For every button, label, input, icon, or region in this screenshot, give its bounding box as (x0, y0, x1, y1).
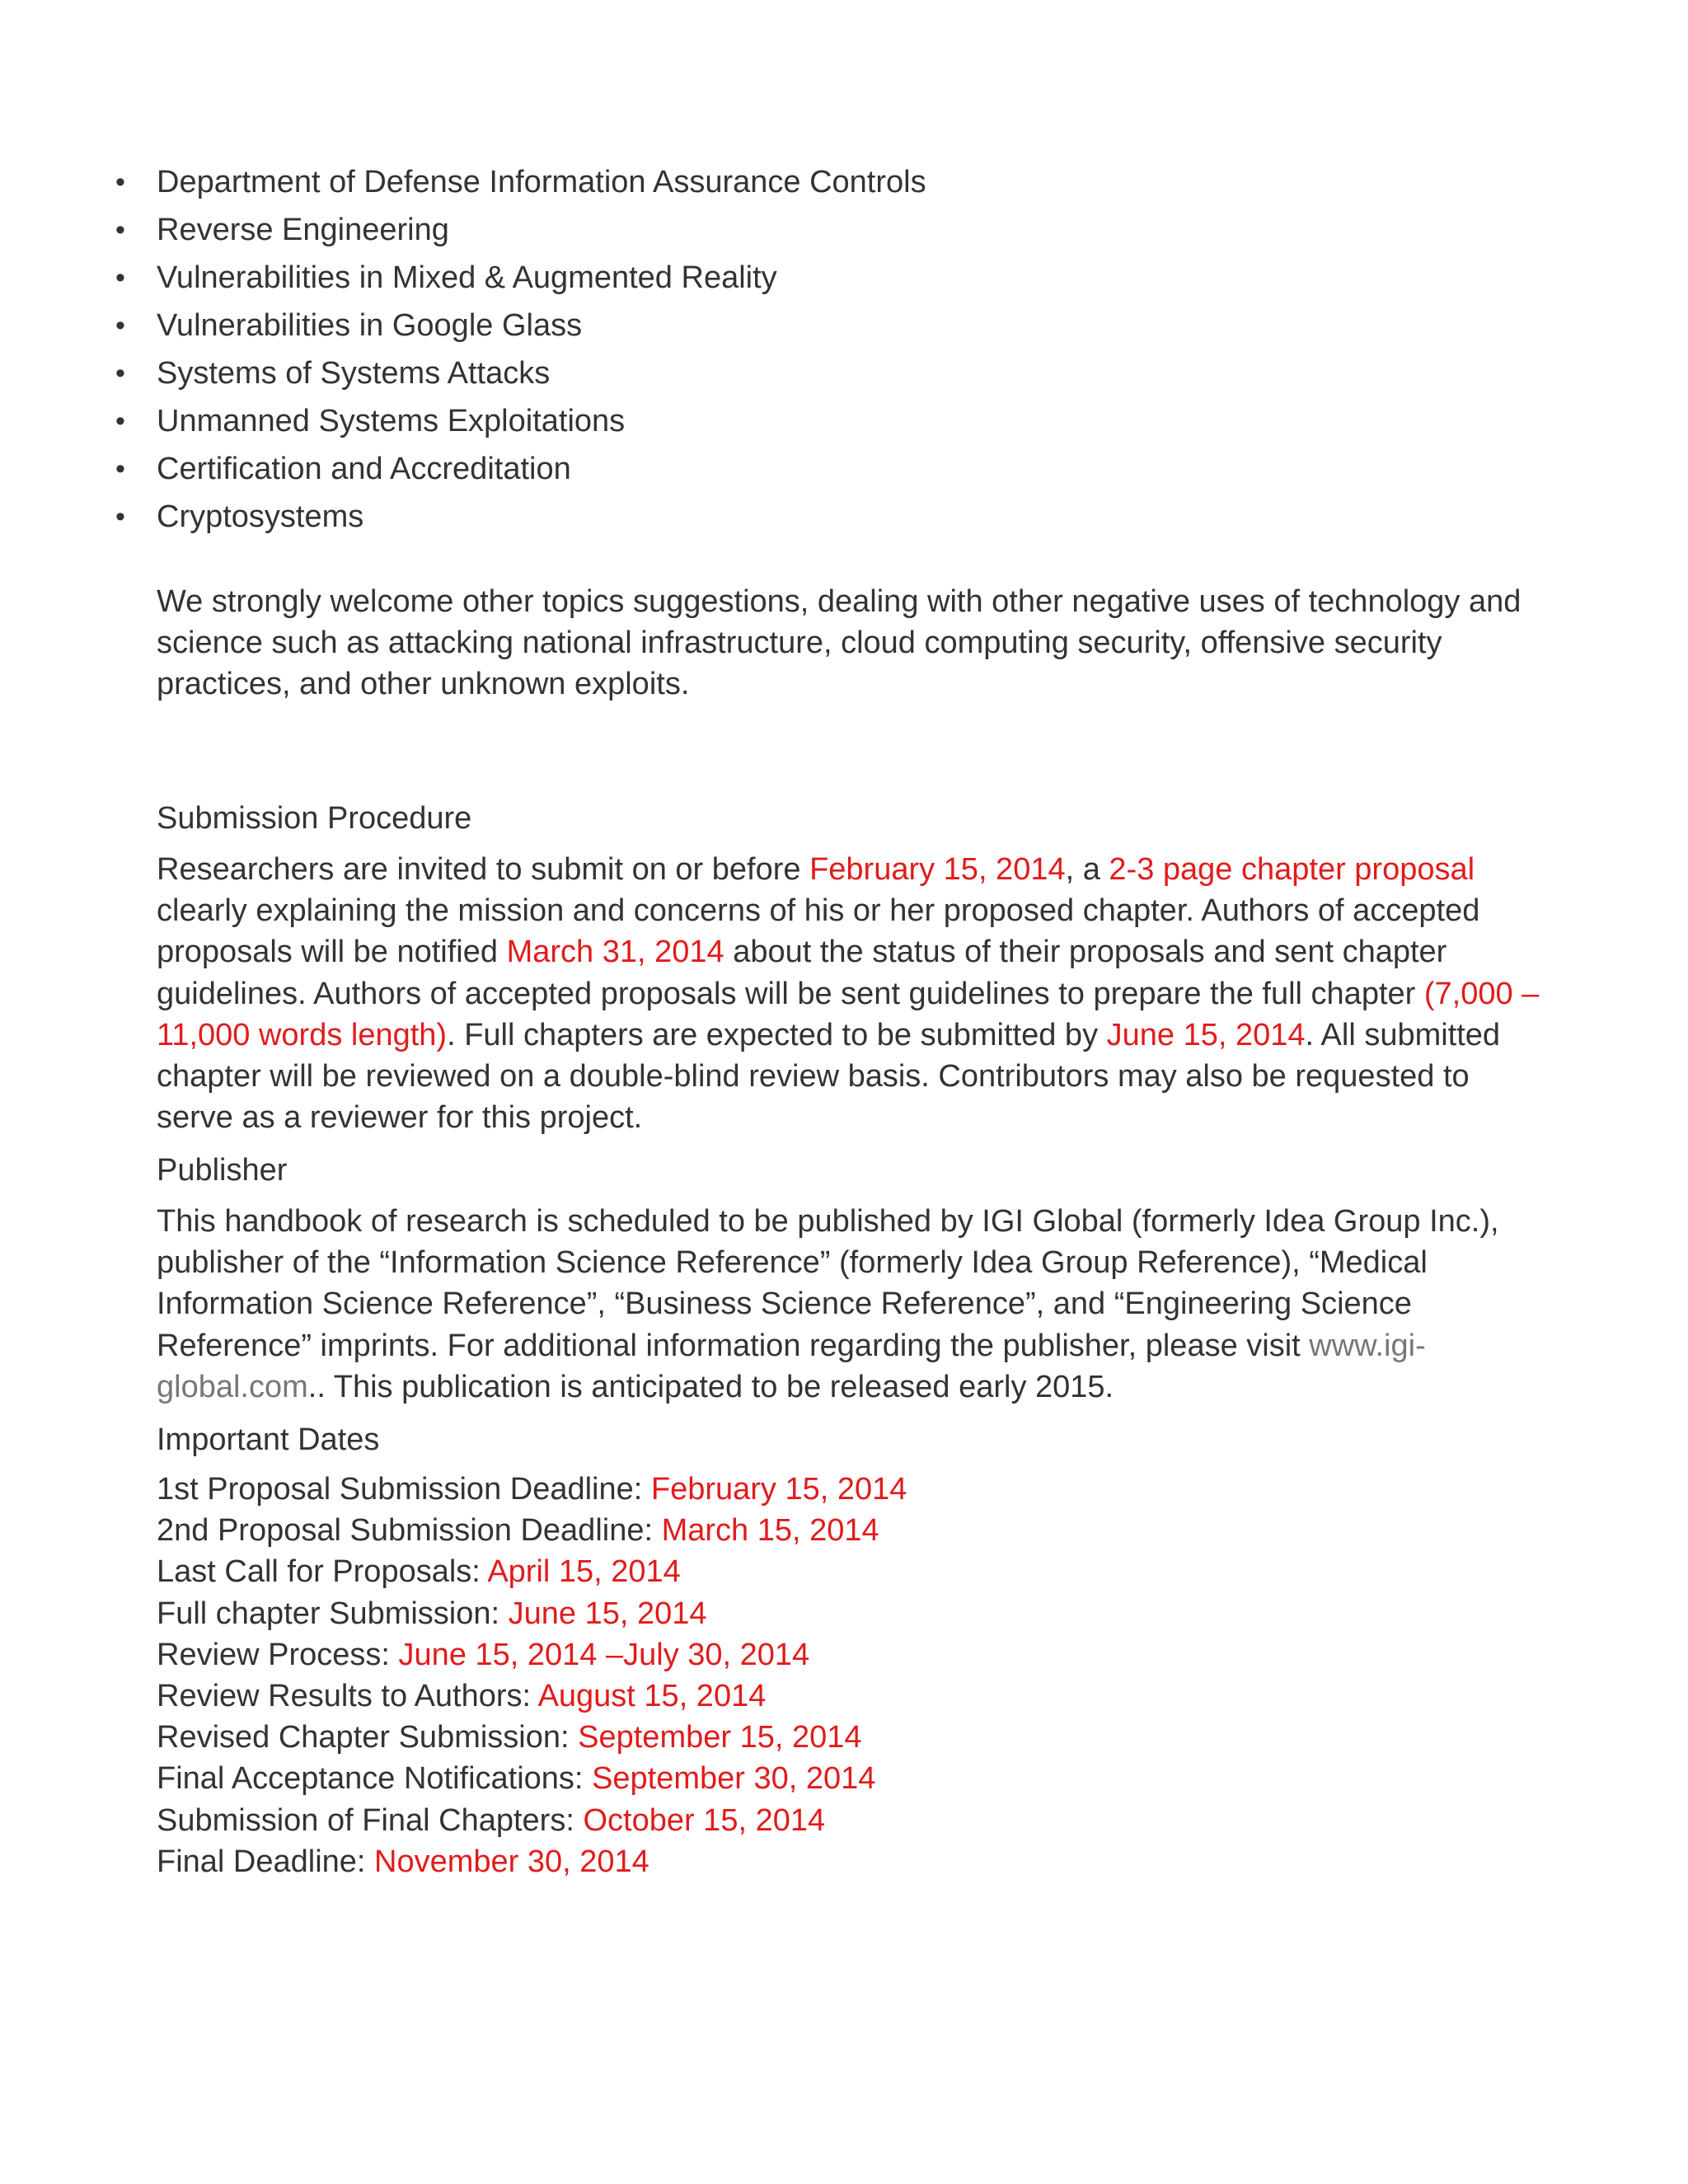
date-row (157, 1675, 907, 1717)
date-row (157, 1800, 907, 1841)
date-row (157, 1551, 907, 1592)
date-value: September 15, 2014 (578, 1720, 862, 1755)
date-value: August 15, 2014 (537, 1678, 767, 1713)
topic-text: Department of Defense Information Assurance Controls (157, 165, 926, 199)
date-label: Review Process: (157, 1637, 399, 1672)
submission-text: . All submitted chapter will be reviewed on a double-blind review basis. Contributors may also be requested to serve as a reviewer for this project. (157, 1017, 1501, 1136)
list-item (115, 397, 926, 445)
topic-text: Systems of Systems Attacks (157, 356, 551, 391)
date-value: November 30, 2014 (374, 1844, 649, 1879)
bullet-icon: • (115, 501, 125, 532)
submission-text: about the status of their proposals and sent chapter guidelines. Authors of accepted proposals will be sent guidelines to prepare the full chapter (157, 935, 1447, 1011)
submission-text: , a (1065, 852, 1109, 887)
submission-text: . Full chapters are expected to be submitted by (447, 1017, 1107, 1052)
topic-text: Vulnerabilities in Google Glass (157, 308, 583, 343)
list-item (115, 254, 926, 302)
date-label: Last Call for Proposals: (157, 1554, 488, 1590)
full-chapter-date: June 15, 2014 (1106, 1017, 1306, 1052)
date-row (157, 1510, 907, 1551)
important-dates-list (157, 1469, 907, 1882)
chapter-length: (7,000 – 11,000 words length) (157, 976, 1540, 1052)
submission-paragraph (157, 849, 1541, 1138)
publisher-text: .. This publication is anticipated to be released early 2015. (307, 1369, 1114, 1404)
bullet-icon: • (115, 214, 125, 246)
topic-text: Certification and Accreditation (157, 452, 571, 486)
date-value: June 15, 2014 –July 30, 2014 (398, 1637, 810, 1672)
publisher-heading: Publisher (157, 1153, 288, 1188)
topic-text: Unmanned Systems Exploitations (157, 404, 626, 438)
intro-paragraph: We strongly welcome other topics suggestions, dealing with other negative uses of technology and science such as attacking national infrastructure, cloud computing security, offensive security practices, and other unknown exploits. (157, 584, 1522, 702)
date-row (157, 1717, 907, 1758)
date-value: October 15, 2014 (583, 1802, 826, 1838)
date-value: April 15, 2014 (487, 1554, 681, 1590)
topic-text: Vulnerabilities in Mixed & Augmented Reality (157, 260, 777, 295)
submission-text: Researchers are invited to submit on or before (157, 852, 810, 887)
date-row (157, 1758, 907, 1799)
list-item (115, 349, 926, 397)
important-dates-heading: Important Dates (157, 1422, 380, 1457)
date-label: Review Results to Authors: (157, 1678, 538, 1713)
publisher-paragraph (157, 1201, 1541, 1408)
date-value: September 30, 2014 (592, 1761, 876, 1797)
submission-heading: Submission Procedure (157, 801, 472, 836)
publisher-text: This handbook of research is scheduled to be published by IGI Global (formerly Idea Group Inc.), publisher of the “Information Science Reference” (formerly Idea Group Reference), “Medical Information Science Reference”, “Business Science Reference”, and “Engineering Science Reference” imprints. For additional information regarding the publisher, please visit (157, 1204, 1499, 1363)
proposal-deadline-date: February 15, 2014 (809, 852, 1066, 887)
list-item (115, 445, 926, 493)
bullet-icon: • (115, 166, 125, 198)
publisher-link[interactable]: www.igi-global.com (157, 1328, 1426, 1404)
proposal-length: 2-3 page chapter proposal (1109, 852, 1475, 887)
date-label: 2nd Proposal Submission Deadline: (157, 1513, 662, 1549)
date-row (157, 1634, 907, 1675)
topics-list (115, 158, 926, 541)
date-label: Final Deadline: (157, 1844, 375, 1879)
notification-date: March 31, 2014 (506, 935, 724, 970)
date-value: March 15, 2014 (661, 1513, 879, 1549)
topic-text: Reverse Engineering (157, 213, 449, 247)
date-label: Full chapter Submission: (157, 1596, 509, 1631)
date-value: February 15, 2014 (650, 1472, 907, 1507)
list-item (115, 158, 926, 206)
bullet-icon: • (115, 262, 125, 293)
date-row (157, 1841, 907, 1882)
list-item (115, 206, 926, 254)
list-item (115, 302, 926, 349)
topic-text: Cryptosystems (157, 499, 364, 534)
date-label: Final Acceptance Notifications: (157, 1761, 593, 1797)
date-label: 1st Proposal Submission Deadline: (157, 1472, 651, 1507)
bullet-icon: • (115, 405, 125, 437)
submission-text: clearly explaining the mission and concerns of his or her proposed chapter. Authors of accepted proposals will be notified (157, 893, 1480, 970)
bullet-icon: • (115, 453, 125, 485)
bullet-icon: • (115, 358, 125, 389)
bullet-icon: • (115, 310, 125, 341)
date-row (157, 1593, 907, 1634)
date-row (157, 1469, 907, 1510)
date-value: June 15, 2014 (508, 1596, 707, 1631)
date-label: Revised Chapter Submission: (157, 1720, 579, 1755)
list-item (115, 493, 926, 541)
date-label: Submission of Final Chapters: (157, 1802, 584, 1838)
